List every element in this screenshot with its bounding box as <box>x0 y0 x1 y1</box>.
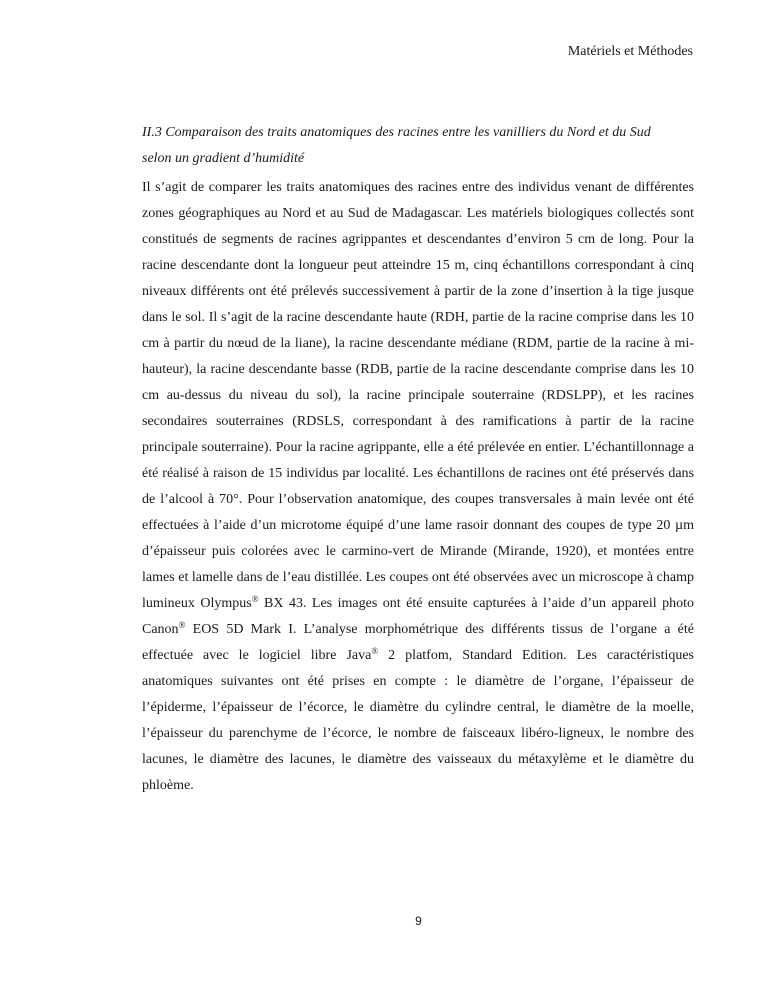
paragraph-text-2: BX 43. Les images ont été ensuite capturées à l’aide d’un appareil photo Canon <box>142 596 694 637</box>
page-body <box>142 120 694 799</box>
section-heading <box>142 120 694 171</box>
section-heading-line-1: II.3 Comparaison des traits anatomiques des racines entre les vanilliers du Nord et du Sud <box>142 125 651 140</box>
body-paragraph <box>142 175 694 799</box>
registered-mark-java: ® <box>371 646 379 656</box>
paragraph-text-1: Il s’agit de comparer les traits anatomiques des racines entre des individus venant de différentes zones géographiques au Nord et au Sud de Madagascar. Les matériels biologiques collectés sont constitués de segments de racines agrippantes et descendantes d’environ 5 cm de long. Pour la racine descendante dont la longueur peut atteindre 15 m, cinq échantillons correspondant à cinq niveaux différents ont été prélevés successivement à partir de la zone d’insertion à la tige jusque dans le sol. Il s’agit de la racine descendante haute (RDH, partie de la racine comprise dans les 10 cm à partir du nœud de la liane), la racine descendante médiane (RDM, partie de la racine à mi-hauteur), la racine descendante basse (RDB, partie de la racine descendante comprise dans les 10 cm au-dessus du niveau du sol), la racine principale souterraine (RDSLPP), et les racines secondaires souterraines (RDSLS, correspondant à des ramifications à partir de la racine principale souterraine). Pour la racine agrippante, elle a été prélevée en entier. L’échantillonnage a été réalisé à raison de 15 individus par localité. Les échantillons de racines ont été préservés dans de l’alcool à 70°. Pour l’observation anatomique, des coupes transversales à main levée ont été effectuées à l’aide d’un microtome équipé d’une lame rasoir donnant des coupes de type 20 µm d’épaisseur puis colorées avec le carmino-vert de Mirande (Mirande, 1920), et montées entre lames et lamelle dans de l’eau distillée. Les coupes ont été observées avec un microscope à champ lumineux Olympus <box>142 180 694 611</box>
paragraph-text-3: EOS 5D Mark I. L’analyse morphométrique des différents tissus de l’organe a été effectuée avec le logiciel libre Java <box>142 622 694 663</box>
paragraph-text-4: 2 platfom, Standard Edition. Les caractéristiques anatomiques suivantes ont été prises en compte : le diamètre de l’organe, l’épaisseur de l’épiderme, l’épaisseur de l’écorce, le diamètre du cylindre central, le diamètre de la moelle, l’épaisseur du parenchyme de l’écorce, le nombre de faisceaux libéro-ligneux, le nombre des lacunes, le diamètre des lacunes, le diamètre des vaisseaux du métaxylème et le diamètre du phloème. <box>142 648 695 793</box>
section-heading-line-2: selon un gradient d’humidité <box>142 150 305 166</box>
page-number: 9 <box>415 914 422 928</box>
registered-mark-canon: ® <box>178 620 186 630</box>
running-header: Matériels et Méthodes <box>567 44 693 59</box>
registered-mark-olympus: ® <box>251 594 259 604</box>
